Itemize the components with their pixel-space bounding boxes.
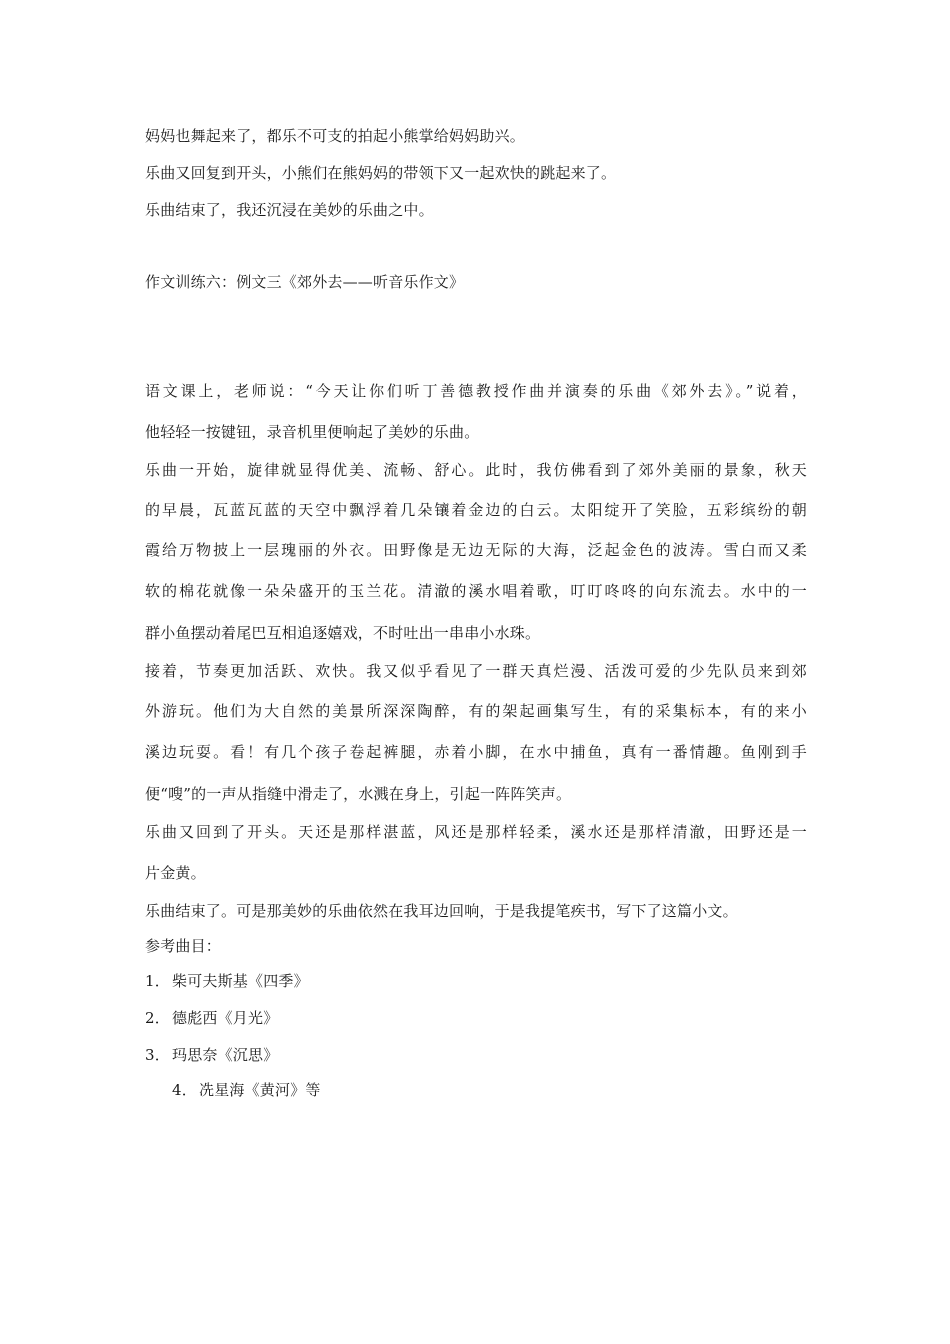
reference-item bbox=[172, 1079, 321, 1101]
paragraph-line: 的早晨，瓦蓝瓦蓝的天空中飘浮着几朵镶着金边的白云。太阳绽开了笑脸，五彩缤纷的朝 bbox=[145, 501, 807, 519]
paragraph-line: 乐曲结束了。可是那美妙的乐曲依然在我耳边回响，于是我提笔疾书，写下了这篇小文。 bbox=[145, 902, 738, 920]
intro-line: 乐曲结束了，我还沉浸在美妙的乐曲之中。 bbox=[145, 201, 434, 219]
paragraph-line: 群小鱼摆动着尾巴互相追逐嬉戏，不时吐出一串串小水珠。 bbox=[145, 624, 541, 642]
reference-heading: 参考曲目： bbox=[145, 937, 222, 955]
paragraph-line: 接着，节奏更加活跃、欢快。我又似乎看见了一群天真烂漫、活泼可爱的少先队员来到郊 bbox=[145, 662, 807, 680]
intro-line: 乐曲又回复到开头，小熊们在熊妈妈的带领下又一起欢快的跳起来了。 bbox=[145, 164, 617, 182]
reference-text: 柴可夫斯基《四季》 bbox=[172, 972, 309, 990]
paragraph-line: 语文课上，老师说：“今天让你们听丁善德教授作曲并演奏的乐曲《郊外去》。”说着， bbox=[145, 382, 807, 400]
reference-number: 4． bbox=[172, 1081, 197, 1099]
paragraph-line: 软的棉花就像一朵朵盛开的玉兰花。清澈的溪水唱着歌，叮叮咚咚的向东流去。水中的一 bbox=[145, 582, 807, 600]
reference-text: 玛思奈《沉思》 bbox=[172, 1046, 279, 1064]
reference-text: 冼星海《黄河》等 bbox=[199, 1081, 321, 1099]
reference-number: 3． bbox=[145, 1046, 170, 1064]
paragraph-line: 乐曲又回到了开头。天还是那样湛蓝，风还是那样轻柔，溪水还是那样清澈，田野还是一 bbox=[145, 823, 807, 841]
paragraph-line: 片金黄。 bbox=[145, 864, 206, 882]
paragraph-line: 外游玩。他们为大自然的美景所深深陶醉，有的架起画集写生，有的采集标本，有的来小 bbox=[145, 702, 807, 720]
reference-number: 1． bbox=[145, 972, 170, 990]
reference-item bbox=[145, 1044, 278, 1066]
paragraph-line: 霞给万物披上一层瑰丽的外衣。田野像是无边无际的大海，泛起金色的波涛。雪白而又柔 bbox=[145, 541, 807, 559]
paragraph-line: 他轻轻一按键钮，录音机里便响起了美妙的乐曲。 bbox=[145, 423, 480, 441]
reference-item bbox=[145, 970, 309, 992]
reference-text: 德彪西《月光》 bbox=[172, 1009, 279, 1027]
intro-line: 妈妈也舞起来了，都乐不可支的拍起小熊掌给妈妈助兴。 bbox=[145, 127, 526, 145]
paragraph-line: 便“嗖”的一声从指缝中滑走了，水溅在身上，引起一阵阵笑声。 bbox=[145, 785, 572, 803]
paragraph-line: 溪边玩耍。看！有几个孩子卷起裤腿，赤着小脚，在水中捕鱼，真有一番情趣。鱼刚到手 bbox=[145, 743, 807, 761]
paragraph-line: 乐曲一开始，旋律就显得优美、流畅、舒心。此时，我仿佛看到了郊外美丽的景象，秋天 bbox=[145, 461, 807, 479]
reference-item bbox=[145, 1007, 278, 1029]
section-title: 作文训练六：例文三《郊外去——听音乐作文》 bbox=[145, 273, 465, 291]
reference-number: 2． bbox=[145, 1009, 170, 1027]
